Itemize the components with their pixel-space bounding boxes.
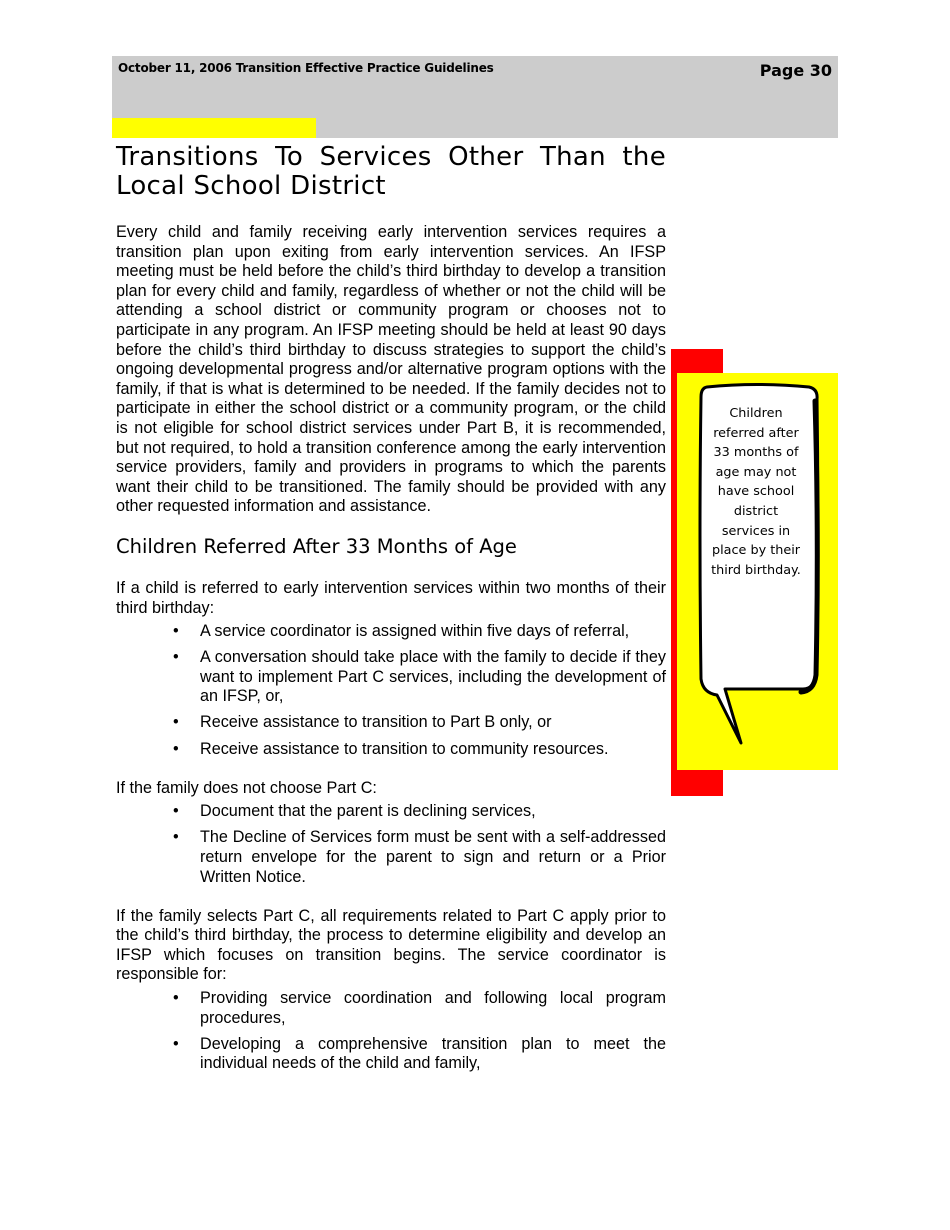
decline-list <box>116 802 666 887</box>
list-item: • Document that the parent is declining services, <box>200 802 666 822</box>
part-c-paragraph: If the family selects Part C, all requirements related to Part C apply prior to the child’s third birthday, the process to determine eligibility and develop an IFSP which focuses on transition begins. The service coordinator is responsible for: <box>116 906 666 984</box>
main-content <box>116 143 666 1080</box>
list-item: • A service coordinator is assigned within five days of referral, <box>200 622 666 642</box>
list-item: • Receive assistance to transition to Part B only, or <box>200 713 666 733</box>
part-c-list <box>116 989 666 1074</box>
header-document-title: October 11, 2006 Transition Effective Practice Guidelines <box>118 61 494 75</box>
page-title: Transitions To Services Other Than the Local School District <box>116 142 666 201</box>
referral-list <box>116 622 666 759</box>
callout-text: Children referred after 33 months of age may not have school district services in place by their third birthday. <box>711 406 801 578</box>
intro-paragraph: Every child and family receiving early intervention services requires a transition plan upon exiting from early intervention services. An IFSP meeting must be held before the child’s third birthday to develop a transition plan for every child and family, regardless of whether or not the child will be attending a school district or community program or chooses not to participate in any program. An IFSP meeting should be held at least 90 days before the child’s third birthday to discuss strategies to support the child’s ongoing developmental progress and/or alternative program options with the family, if that is what is determined to be needed. If the family decides not to participate in either the school district or a community program, or the child is not eligible for school district services under Part B, it is recommended, but not required, to hold a transition conference among the early intervention service providers, family and providers in programs to which the parents want their child to be transitioned. The family should be provided with any other requested information and assistance. <box>116 223 666 516</box>
list-item: • Receive assistance to transition to community resources. <box>200 740 666 760</box>
page-number: Page 30 <box>759 61 832 80</box>
header-accent-stripe <box>112 118 316 138</box>
section-heading: Children Referred After 33 Months of Age <box>116 534 517 558</box>
referral-intro: If a child is referred to early intervention services within two months of their third birthday: <box>116 578 666 617</box>
list-item: • The Decline of Services form must be sent with a self-addressed return envelope for the parent to sign and return or a Prior Written Notice. <box>200 828 666 887</box>
list-item: • Developing a comprehensive transition plan to meet the individual needs of the child and family, <box>200 1035 666 1074</box>
list-item: • A conversation should take place with the family to decide if they want to implement Part C services, including the development of an IFSP, or, <box>200 648 666 707</box>
list-item: • Providing service coordination and following local program procedures, <box>200 989 666 1028</box>
decline-intro: If the family does not choose Part C: <box>116 778 377 797</box>
